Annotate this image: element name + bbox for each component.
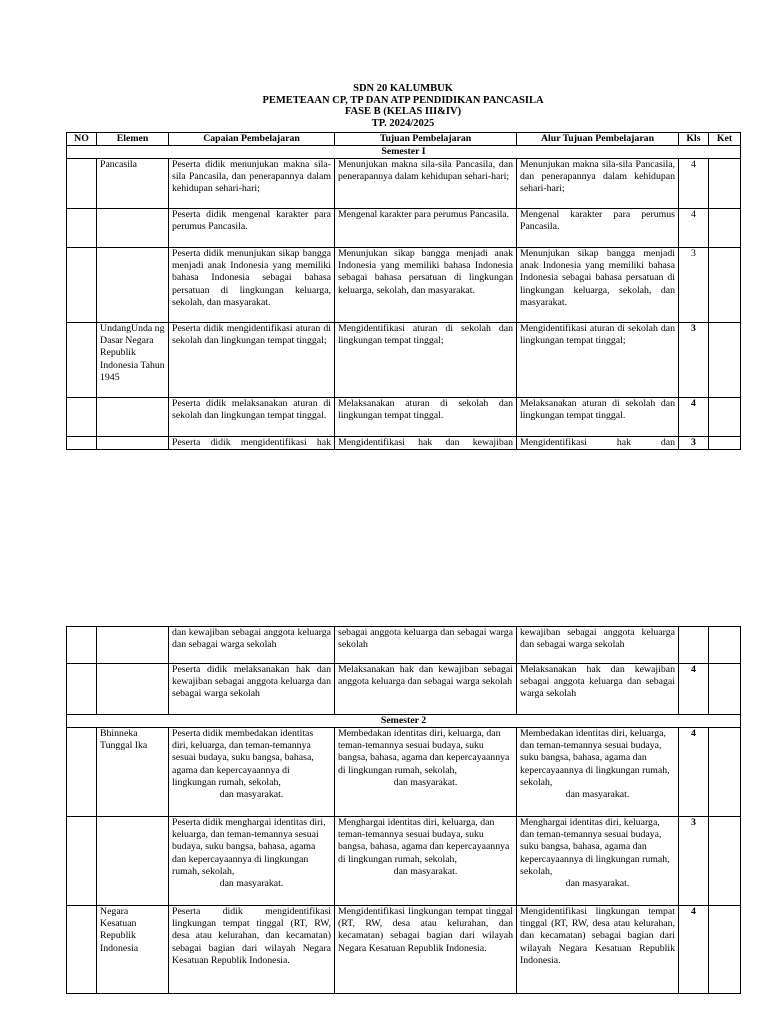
table-row (67, 627, 741, 664)
elemen-cell (97, 664, 169, 715)
cp-cell (169, 728, 335, 817)
kls-cell: 4 (679, 159, 709, 209)
ket-cell (709, 906, 741, 994)
col-header-ket: Ket (709, 133, 741, 146)
cp-cell: dan kewajiban sebagai anggota keluarga dan sebagai warga sekolah (169, 627, 335, 664)
atp-cell: Mengidentifikasi aturan di sekolah dan lingkungan tempat tinggal; (517, 323, 679, 398)
tp-text: Membedakan identitas diri, keluarga, dan teman-temannya sesuai budaya, suku bangsa, bahasa, agama dan kepercayaannya di lingkungan rumah, sekolah, (338, 728, 510, 776)
no-cell (67, 437, 97, 450)
ket-cell (709, 817, 741, 906)
ket-cell (709, 248, 741, 323)
no-cell (67, 398, 97, 437)
elemen-cell: Bhinneka Tunggal Ika (97, 728, 169, 817)
kls-cell: 3 (679, 817, 709, 906)
ket-cell (709, 159, 741, 209)
ket-cell (709, 627, 741, 664)
atp-cell: Melaksanakan aturan di sekolah dan lingkungan tempat tinggal. (517, 398, 679, 437)
col-header-cp: Capaian Pembelajaran (169, 133, 335, 146)
table-row (67, 664, 741, 715)
tp-cell: Mengidentifikasi lingkungan tempat tinggal (RT, RW, desa atau kelurahan, dan kecamatan) sebagai bagian dari wilayah Negara Kesatuan Republik Indonesia. (335, 906, 517, 994)
atp-text: Menghargai identitas diri, keluarga, dan teman-temannya sesuai budaya, suku bangsa, bahasa, agama dan kepercayaannya di lingkungan rumah, sekolah, (520, 817, 670, 877)
tp-cell: Melaksanakan aturan di sekolah dan lingkungan tempat tinggal. (335, 398, 517, 437)
no-cell (67, 627, 97, 664)
mapping-table-page-2 (66, 626, 741, 994)
elemen-cell (97, 437, 169, 450)
elemen-cell (97, 398, 169, 437)
elemen-cell (97, 248, 169, 323)
tp-text: Menghargai identitas diri, keluarga, dan teman-temannya sesuai budaya, suku bangsa, bahasa, agama dan kepercayaannya di lingkungan rumah, sekolah, (338, 817, 510, 865)
atp-cell: Melaksanakan hak dan kewajiban sebagai anggota keluarga dan sebagai warga sekolah (517, 664, 679, 715)
tp-cell: sebagai anggota keluarga dan sebagai warga sekolah (335, 627, 517, 664)
table-row (67, 248, 741, 323)
kls-cell: 3 (679, 248, 709, 323)
tp-cell: Menunjukan makna sila-sila Pancasila, dan penerapannya dalam kehidupan sehari-hari; (335, 159, 517, 209)
table-header-row (67, 133, 741, 146)
tp-cell: Melaksanakan hak dan kewajiban sebagai anggota keluarga dan sebagai warga sekolah (335, 664, 517, 715)
atp-tail-text: dan masyarakat. (565, 789, 630, 801)
atp-cell: Menunjukan sikap bangga menjadi anak Indonesia yang memiliki bahasa Indonesia sebagai bahasa persatuan di lingkungan keluarga, sekolah, dan masyarakat. (517, 248, 679, 323)
ket-cell (709, 209, 741, 248)
cp-cell: Peserta didik mengidentifikasi aturan di sekolah dan lingkungan tempat tinggal; (169, 323, 335, 398)
no-cell (67, 323, 97, 398)
col-header-tp: Tujuan Pembelajaran (335, 133, 517, 146)
atp-cell: Mengidentifikasi hak dan (517, 437, 679, 450)
tp-cell: Mengidentifikasi hak dan kewajiban (335, 437, 517, 450)
table-row (67, 817, 741, 906)
kls-cell: 3 (679, 437, 709, 450)
tp-tail-text: dan masyarakat. (393, 865, 458, 877)
cp-cell: Peserta didik menunjukan sikap bangga menjadi anak Indonesia yang memiliki bahasa Indonesia sebagai bahasa persatuan di lingkungan keluarga, sekolah, dan masyarakat. (169, 248, 335, 323)
atp-cell: Menunjukan makna sila-sila Pancasila, dan penerapannya dalam kehidupan sehari-hari; (517, 159, 679, 209)
atp-cell: Mengidentifikasi lingkungan tempat tinggal (RT, RW, desa atau kelurahan, dan kecamatan) sebagai bagian dari wilayah Negara Kesatuan Republik Indonesia. (517, 906, 679, 994)
atp-cell (517, 817, 679, 906)
tp-tail-text: dan masyarakat. (393, 776, 458, 788)
no-cell (67, 906, 97, 994)
semester-1-label: Semester I (67, 146, 741, 159)
col-header-atp: Alur Tujuan Pembelajaran (517, 133, 679, 146)
elemen-cell (97, 817, 169, 906)
no-cell (67, 817, 97, 906)
kls-cell: 4 (679, 906, 709, 994)
cp-cell: Peserta didik mengenal karakter para perumus Pancasila. (169, 209, 335, 248)
col-header-no: NO (67, 133, 97, 146)
kls-cell: 4 (679, 728, 709, 817)
col-header-kls: Kls (679, 133, 709, 146)
tp-cell: Mengenal karakter para perumus Pancasila. (335, 209, 517, 248)
semester-row (67, 146, 741, 159)
ket-cell (709, 728, 741, 817)
table-row (67, 323, 741, 398)
cp-text: Peserta didik membedakan identitas diri, keluarga, dan teman-temannya sesuai budaya, suku bangsa, bahasa, agama dan kepercayaannya di lingkungan rumah, sekolah, (172, 728, 314, 788)
elemen-cell: Negara Kesatuan Republik Indonesia (97, 906, 169, 994)
phase-label: FASE B (KELAS III&IV) (344, 106, 462, 118)
cp-tail-text: dan masyarakat. (219, 878, 284, 890)
elemen-cell (97, 209, 169, 248)
cp-cell: Peserta didik mengidentifikasi hak (169, 437, 335, 450)
kls-cell (679, 627, 709, 664)
elemen-cell: UndangUnda ng Dasar Negara Republik Indonesia Tahun 1945 (97, 323, 169, 398)
school-year: TP. 2024/2025 (371, 117, 435, 129)
document-header (66, 83, 740, 129)
no-cell (67, 209, 97, 248)
document-title: PEMETEAAN CP, TP DAN ATP PENDIDIKAN PANCASILA (262, 94, 544, 106)
no-cell (67, 159, 97, 209)
cp-cell: Peserta didik melaksanakan aturan di sekolah dan lingkungan tempat tinggal. (169, 398, 335, 437)
ket-cell (709, 398, 741, 437)
tp-cell (335, 728, 517, 817)
kls-cell: 4 (679, 209, 709, 248)
atp-text: Membedakan identitas diri, keluarga, dan teman-temannya sesuai budaya, suku bangsa, bahasa, agama dan kepercayaannya di lingkungan rumah, sekolah, (520, 728, 670, 788)
col-header-elemen: Elemen (97, 133, 169, 146)
tp-cell (335, 817, 517, 906)
cp-cell (169, 817, 335, 906)
cp-cell: Peserta didik mengidentifikasi lingkungan tempat tinggal (RT, RW, desa atau kelurahan, dan kecamatan) sebagai bagian dari wilayah Negara Kesatuan Republik Indonesia. (169, 906, 335, 994)
elemen-cell: Pancasila (97, 159, 169, 209)
atp-cell: Mengenal karakter para perumus Pancasila. (517, 209, 679, 248)
cp-cell: Peserta didik melaksanakan hak dan kewajiban sebagai anggota keluarga dan sebagai warga sekolah (169, 664, 335, 715)
tp-cell: Mengidentifikasi aturan di sekolah dan lingkungan tempat tinggal; (335, 323, 517, 398)
table-row (67, 728, 741, 817)
semester-row (67, 715, 741, 728)
cp-text: Peserta didik menghargai identitas diri, keluarga, dan teman-temannya sesuai budaya, suku bangsa, bahasa, agama dan kepercayaannya di lingkungan rumah, sekolah, (172, 817, 326, 877)
kls-cell: 3 (679, 323, 709, 398)
tp-cell: Menunjukan sikap bangga menjadi anak Indonesia yang memiliki bahasa Indonesia sebagai bahasa persatuan di lingkungan keluarga, sekolah, dan masyarakat. (335, 248, 517, 323)
table-row (67, 209, 741, 248)
atp-cell (517, 728, 679, 817)
cp-tail-text: dan masyarakat. (219, 789, 284, 801)
no-cell (67, 248, 97, 323)
table-row (67, 437, 741, 450)
table-row (67, 906, 741, 994)
cp-cell: Peserta didik menunjukan makna sila-sila Pancasila, dan penerapannya dalam kehidupan sehari-hari; (169, 159, 335, 209)
atp-tail-text: dan masyarakat. (565, 878, 630, 890)
kls-cell: 4 (679, 398, 709, 437)
school-name: SDN 20 KALUMBUK (353, 83, 453, 94)
ket-cell (709, 664, 741, 715)
elemen-cell (97, 627, 169, 664)
semester-2-label: Semester 2 (67, 715, 741, 728)
no-cell (67, 728, 97, 817)
table-row (67, 398, 741, 437)
ket-cell (709, 323, 741, 398)
kls-cell: 4 (679, 664, 709, 715)
table-row (67, 159, 741, 209)
mapping-table-page-1 (66, 132, 741, 450)
atp-cell: kewajiban sebagai anggota keluarga dan sebagai warga sekolah (517, 627, 679, 664)
no-cell (67, 664, 97, 715)
ket-cell (709, 437, 741, 450)
